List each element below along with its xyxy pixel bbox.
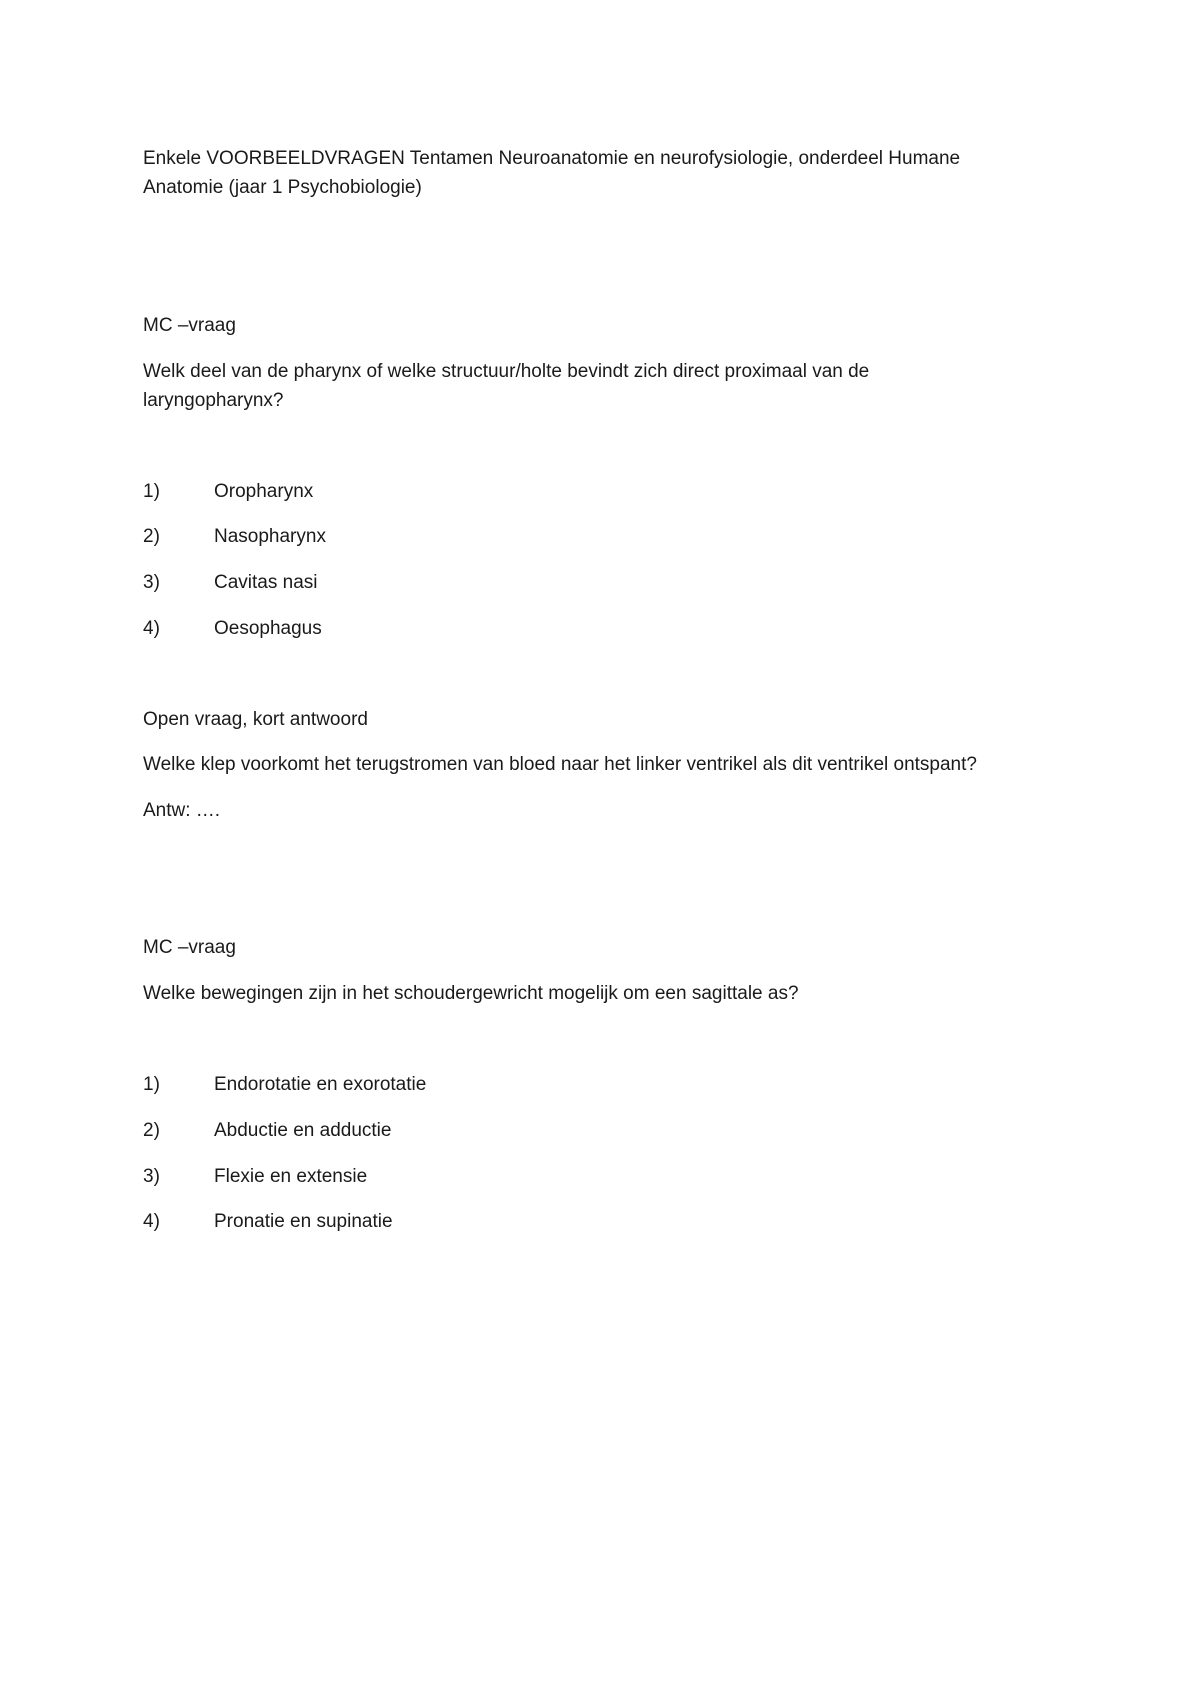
question-3-option-4-number: 4) <box>143 1211 160 1232</box>
question-1-option-3-label: Cavitas nasi <box>214 572 318 593</box>
question-3-option-2-label: Abductie en adductie <box>214 1120 392 1141</box>
question-3-type: MC –vraag <box>143 937 236 958</box>
question-1-option-3-number: 3) <box>143 572 160 593</box>
document-title-line-1: Enkele VOORBEELDVRAGEN Tentamen Neuroanatomie en neurofysiologie, onderdeel Humane <box>143 148 961 169</box>
question-3-option-3-number: 3) <box>143 1166 160 1187</box>
question-3-option-1-label: Endorotatie en exorotatie <box>214 1074 427 1095</box>
question-2-answer: Antw: …. <box>143 800 221 821</box>
question-1-option-1-number: 1) <box>143 481 160 502</box>
question-3-option-2-number: 2) <box>143 1120 160 1141</box>
question-1-text-line-1: Welk deel van de pharynx of welke structuur/holte bevindt zich direct proximaal van de <box>143 361 870 382</box>
question-1-option-4-number: 4) <box>143 618 160 639</box>
question-1-option-2-label: Nasopharynx <box>214 526 326 547</box>
question-1-type: MC –vraag <box>143 315 236 336</box>
question-2-text: Welke klep voorkomt het terugstromen van bloed naar het linker ventrikel als dit ventrikel ontspant? <box>143 754 977 775</box>
question-2-type: Open vraag, kort antwoord <box>143 709 368 730</box>
question-1-option-1-label: Oropharynx <box>214 481 314 502</box>
question-3-option-3-label: Flexie en extensie <box>214 1166 368 1187</box>
document-title-line-2: Anatomie (jaar 1 Psychobiologie) <box>143 177 422 198</box>
question-3-text: Welke bewegingen zijn in het schoudergewricht mogelijk om een sagittale as? <box>143 983 799 1004</box>
question-3-option-4-label: Pronatie en supinatie <box>214 1211 393 1232</box>
question-1-option-2-number: 2) <box>143 526 160 547</box>
question-1-text-line-2: laryngopharynx? <box>143 390 284 411</box>
question-1-option-4-label: Oesophagus <box>214 618 322 639</box>
question-3-option-1-number: 1) <box>143 1074 160 1095</box>
